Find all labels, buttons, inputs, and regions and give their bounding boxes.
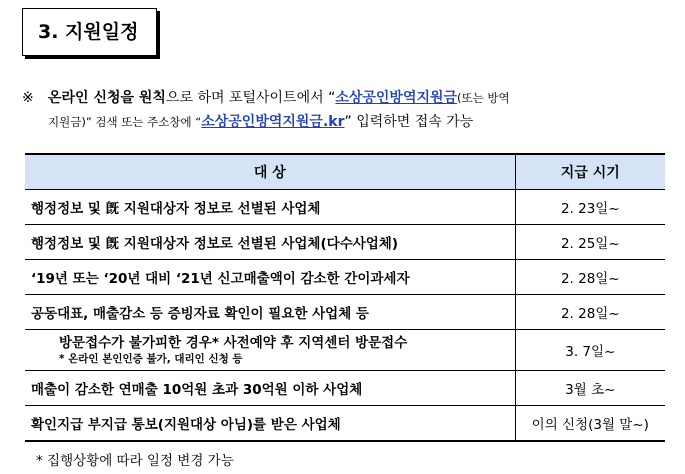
notice-text-4: ” 입력하면 접속 가능 bbox=[344, 114, 474, 130]
footnote: * 집행상황에 따라 일정 변경 가능 bbox=[36, 453, 234, 469]
target-cell: ‘19년 또는 ‘20년 대비 ‘21년 신고매출액이 감소한 간이과세자 bbox=[25, 260, 515, 295]
table-row bbox=[25, 225, 665, 260]
notice-text-1: 으로 하며 포털사이트에서 “ bbox=[165, 90, 336, 106]
table-row bbox=[25, 406, 665, 442]
target-cell: 공동대표, 매출감소 등 증빙자료 확인이 필요한 사업체 등 bbox=[25, 295, 515, 330]
table-row-sub bbox=[25, 330, 665, 371]
schedule-table bbox=[25, 153, 665, 442]
table-row bbox=[25, 190, 665, 225]
table-row bbox=[25, 371, 665, 406]
keyword-link-1[interactable]: 소상공인방역지원금 bbox=[335, 90, 458, 106]
date-cell: 2. 28일~ bbox=[515, 260, 665, 295]
table-row bbox=[25, 295, 665, 330]
reference-mark: ※ bbox=[22, 90, 34, 106]
date-cell: 2. 28일~ bbox=[515, 295, 665, 330]
date-cell: 2. 25일~ bbox=[515, 225, 665, 260]
target-cell: 행정정보 및 旣 지원대상자 정보로 선별된 사업체 bbox=[25, 190, 515, 225]
date-cell: 2. 23일~ bbox=[515, 190, 665, 225]
date-cell: 3. 7일~ bbox=[515, 330, 665, 371]
notice-line-1 bbox=[22, 86, 667, 110]
date-cell: 이의 신청(3월 말~) bbox=[515, 406, 665, 442]
section-title: 3. 지원일정 bbox=[22, 8, 157, 56]
notice-text-3: 지원금)” 검색 또는 주소창에 “ bbox=[48, 115, 202, 129]
table-row bbox=[25, 260, 665, 295]
notice-text-2: (또는 방역 bbox=[457, 91, 510, 105]
target-text: 방문접수가 불가피한 경우* 사전예약 후 지역센터 방문접수 bbox=[59, 335, 408, 351]
notice-emphasis: 온라인 신청을 원칙 bbox=[48, 90, 166, 106]
date-cell: 3월 초~ bbox=[515, 371, 665, 406]
header-date: 지급 시기 bbox=[515, 154, 665, 190]
notice-paragraph bbox=[22, 86, 667, 134]
header-target: 대 상 bbox=[25, 154, 515, 190]
target-subnote: * 온라인 본인인증 불가, 대리인 신청 등 bbox=[59, 353, 243, 365]
target-cell: 행정정보 및 旣 지원대상자 정보로 선별된 사업체(다수사업체) bbox=[25, 225, 515, 260]
target-cell: 확인지급 부지급 통보(지원대상 아님)를 받은 사업체 bbox=[25, 406, 515, 442]
table-header-row bbox=[25, 154, 665, 190]
url-link[interactable]: 소상공인방역지원금.kr bbox=[201, 114, 345, 130]
target-cell: 매출이 감소한 연매출 10억원 초과 30억원 이하 사업체 bbox=[25, 371, 515, 406]
notice-line-2 bbox=[22, 110, 667, 134]
target-cell bbox=[25, 330, 515, 371]
